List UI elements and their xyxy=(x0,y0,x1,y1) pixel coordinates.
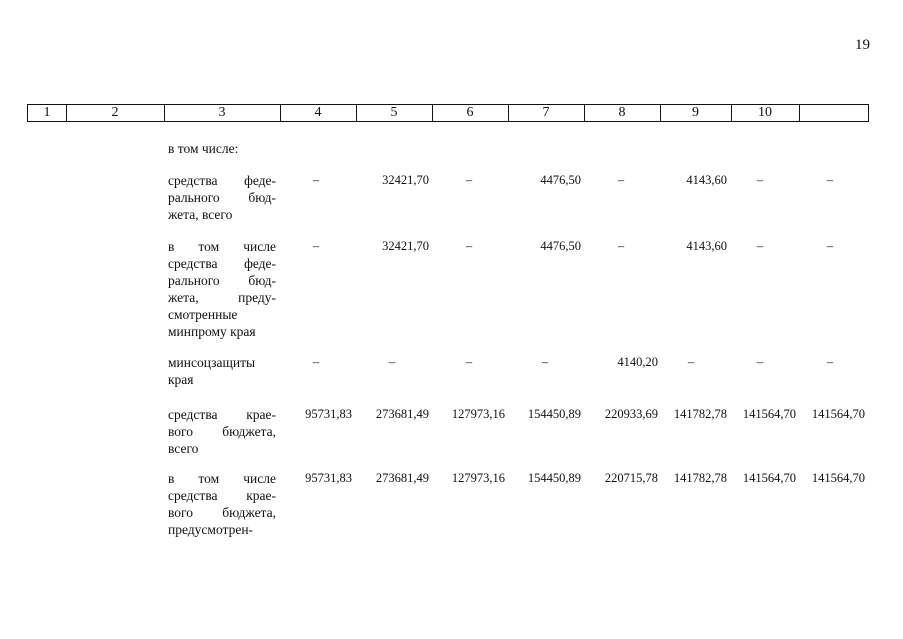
page-number: 19 xyxy=(855,37,870,53)
cell-dash: – xyxy=(756,173,764,187)
row-label xyxy=(168,470,276,538)
header-cell-4: 4 xyxy=(280,105,357,121)
row-label xyxy=(168,238,276,340)
cell-value: 4143,60 xyxy=(686,239,727,253)
cell-dash: – xyxy=(465,239,473,253)
table-header-row xyxy=(27,104,869,122)
cell-value: 154450,89 xyxy=(527,407,581,421)
cell-value: 95731,83 xyxy=(305,471,352,485)
header-cell-1: 1 xyxy=(28,105,67,121)
cell-value: 4143,60 xyxy=(686,173,727,187)
cell-dash: – xyxy=(826,355,834,369)
header-cell-9: 9 xyxy=(660,105,732,121)
cell-value: 95731,83 xyxy=(305,407,352,421)
cell-value: 141782,78 xyxy=(673,407,727,421)
cell-dash: – xyxy=(617,173,625,187)
cell-value: 4476,50 xyxy=(540,173,581,187)
row-label-line: вого бюджета, xyxy=(168,424,276,439)
cell-dash: – xyxy=(312,355,320,369)
cell-dash: – xyxy=(756,355,764,369)
cell-value: 141564,70 xyxy=(742,407,796,421)
cell-dash: – xyxy=(541,355,549,369)
row-label xyxy=(168,406,276,457)
row-label xyxy=(168,172,276,223)
cell-value: 127973,16 xyxy=(451,407,505,421)
cell-dash: – xyxy=(617,239,625,253)
row-label-line: в том числе: xyxy=(168,141,239,156)
header-cell-7: 7 xyxy=(508,105,585,121)
cell-dash: – xyxy=(312,173,320,187)
cell-value: 273681,49 xyxy=(375,407,429,421)
cell-dash: – xyxy=(687,355,695,369)
row-label-line: жета, преду- xyxy=(168,290,276,305)
row-label-line: смотренные xyxy=(168,307,238,322)
row-label-line: средства феде- xyxy=(168,256,276,271)
row-label-line: средства крае- xyxy=(168,407,276,422)
cell-dash: – xyxy=(312,239,320,253)
cell-value: 141564,70 xyxy=(742,471,796,485)
cell-value: 154450,89 xyxy=(527,471,581,485)
cell-dash: – xyxy=(826,173,834,187)
row-label-line: края xyxy=(168,372,194,387)
cell-value: 4140,20 xyxy=(617,355,658,369)
cell-value: 32421,70 xyxy=(382,239,429,253)
cell-dash: – xyxy=(388,355,396,369)
row-label-line: всего xyxy=(168,441,199,456)
cell-dash: – xyxy=(465,173,473,187)
header-cell-5: 5 xyxy=(356,105,433,121)
row-label-line: рального бюд- xyxy=(168,273,276,288)
row-label-line: жета, всего xyxy=(168,207,233,222)
row-label-line: средства крае- xyxy=(168,488,276,503)
cell-dash: – xyxy=(756,239,764,253)
cell-value: 4476,50 xyxy=(540,239,581,253)
cell-value: 220715,78 xyxy=(604,471,658,485)
header-cell-10: 10 xyxy=(731,105,800,121)
row-label-line: минсоцзащиты xyxy=(168,355,256,370)
header-cell-3: 3 xyxy=(164,105,281,121)
row-label-line: вого бюджета, xyxy=(168,505,276,520)
row-label-line: средства феде- xyxy=(168,173,276,188)
cell-value: 273681,49 xyxy=(375,471,429,485)
row-label-line: в том числе xyxy=(168,471,276,486)
cell-value: 220933,69 xyxy=(604,407,658,421)
row-label-line: минпрому края xyxy=(168,324,256,339)
row-label-line: в том числе xyxy=(168,239,276,254)
header-cell-2: 2 xyxy=(66,105,165,121)
row-label xyxy=(168,140,276,157)
row-label-line: предусмотрен- xyxy=(168,522,254,537)
cell-dash: – xyxy=(826,239,834,253)
row-label xyxy=(168,354,276,388)
cell-dash: – xyxy=(465,355,473,369)
header-cell-11 xyxy=(799,105,869,121)
header-cell-6: 6 xyxy=(432,105,509,121)
cell-value: 141782,78 xyxy=(673,471,727,485)
cell-value: 141564,70 xyxy=(811,471,865,485)
header-cell-8: 8 xyxy=(584,105,661,121)
row-label-line: рального бюд- xyxy=(168,190,276,205)
cell-value: 141564,70 xyxy=(811,407,865,421)
cell-value: 32421,70 xyxy=(382,173,429,187)
cell-value: 127973,16 xyxy=(451,471,505,485)
